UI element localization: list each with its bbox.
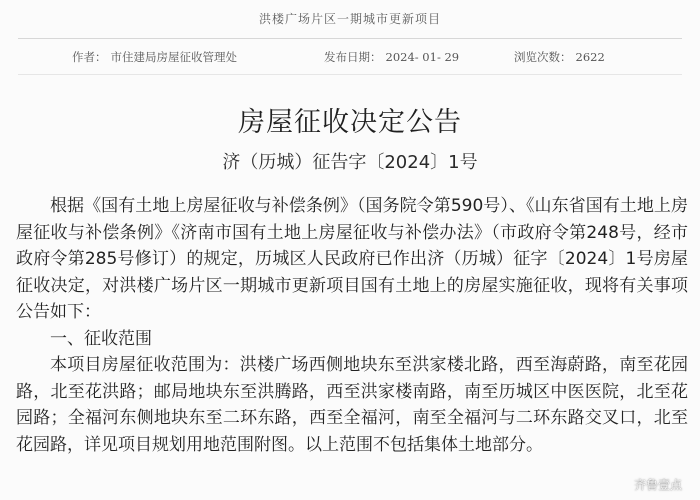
banner-divider xyxy=(18,38,682,39)
section-heading: 一、征收范围 xyxy=(50,328,152,349)
watermark-logo: 齐鲁壹点 xyxy=(633,478,682,492)
publish-date: 2024- 01- 29 xyxy=(385,50,460,64)
author-label: 作者： xyxy=(72,50,107,64)
meta-divider xyxy=(18,74,682,75)
document-body xyxy=(16,193,688,458)
view-count: 2622 xyxy=(575,50,605,64)
author-info xyxy=(72,49,237,65)
intro-paragraph: 根据《国有土地上房屋征收与补偿条例》（国务院令第590号）、《山东省国有土地上房屋征收与补偿条例》《济南市国有土地上房屋征收与补偿办法》（市政府令第248号，经市政府令第285号修订）的规定，历城区人民政府已作出济（历城）征字〔2024〕1号房屋征收决定，对洪楼广场片区一期城市更新项目国有土地上的房屋实施征收，现将有关事项公告如下： xyxy=(16,196,688,322)
document-number: 济（历城）征告字〔2024〕1号 xyxy=(222,152,478,173)
project-banner: 洪楼广场片区一期城市更新项目 xyxy=(258,12,441,26)
author-name: 市住建局房屋征收管理处 xyxy=(110,50,237,64)
publish-date-label: 发布日期： xyxy=(324,50,382,64)
view-count-label: 浏览次数： xyxy=(514,50,572,64)
section-paragraph: 本项目房屋征收范围为：洪楼广场西侧地块东至洪家楼北路，西至海蔚路，南至花园路，北至花洪路；邮局地块东至洪腾路，西至洪家楼南路，南至历城区中医医院，北至花园路；全福河东侧地块东至二环东路，西至全福河，南至全福河与二环东路交叉口，北至花园路，详见项目规划用地范围附图。以上范围不包括集体土地部分。 xyxy=(16,355,688,455)
view-count-info xyxy=(514,49,605,65)
article-meta xyxy=(0,49,700,71)
publish-date-info xyxy=(324,49,459,65)
document-title: 房屋征收决定公告 xyxy=(238,107,462,138)
